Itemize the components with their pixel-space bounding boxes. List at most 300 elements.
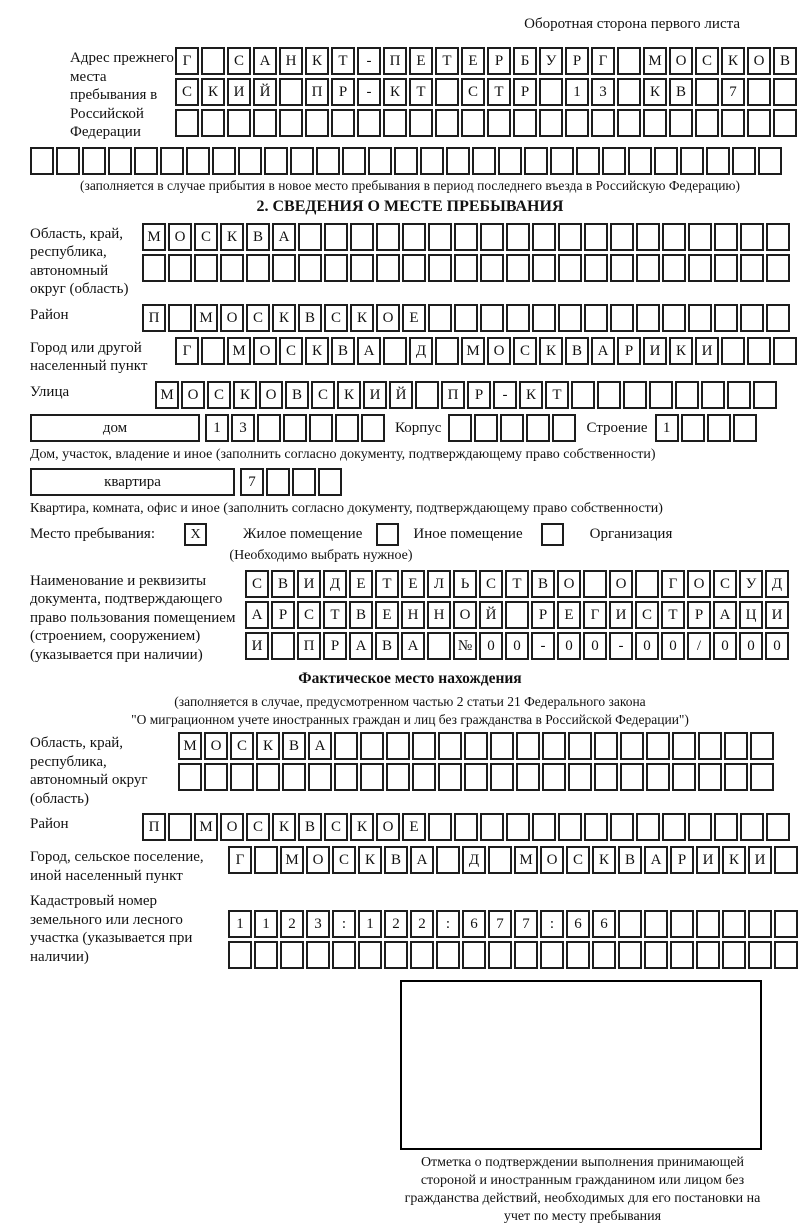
char-cell[interactable] [568,763,592,791]
char-cell[interactable] [56,147,80,175]
char-cell[interactable] [714,223,738,251]
char-cell[interactable]: С [194,223,218,251]
char-cell[interactable] [428,813,452,841]
char-cell[interactable] [324,254,348,282]
char-cell[interactable]: Р [513,78,537,106]
char-cell[interactable]: О [306,846,330,874]
char-cell[interactable] [766,254,790,282]
char-cell[interactable]: Р [487,47,511,75]
char-cell[interactable] [740,304,764,332]
char-cell[interactable] [506,223,530,251]
char-cell[interactable]: 3 [306,910,330,938]
char-cell[interactable]: О [253,337,277,365]
char-cell[interactable]: М [155,381,179,409]
char-cell[interactable]: А [644,846,668,874]
char-cell[interactable] [201,337,225,365]
char-cell[interactable] [410,941,434,969]
char-cell[interactable]: Г [228,846,252,874]
char-cell[interactable] [617,78,641,106]
char-cell[interactable]: С [635,601,659,629]
char-cell[interactable] [271,632,295,660]
char-cell[interactable]: Е [401,570,425,598]
char-cell[interactable] [438,763,462,791]
char-cell[interactable] [662,813,686,841]
char-cell[interactable]: У [539,47,563,75]
char-cell[interactable]: Е [402,304,426,332]
char-cell[interactable] [675,381,699,409]
char-cell[interactable]: К [721,47,745,75]
char-cell[interactable]: 6 [592,910,616,938]
char-cell[interactable] [750,732,774,760]
char-cell[interactable] [254,846,278,874]
char-cell[interactable] [636,304,660,332]
char-cell[interactable]: 1 [254,910,278,938]
char-cell[interactable] [480,254,504,282]
char-cell[interactable]: И [696,846,720,874]
char-cell[interactable] [168,254,192,282]
char-cell[interactable]: С [245,570,269,598]
char-cell[interactable] [168,813,192,841]
char-cell[interactable]: Г [583,601,607,629]
char-cell[interactable]: И [765,601,789,629]
char-cell[interactable] [227,109,251,137]
char-cell[interactable]: К [669,337,693,365]
char-cell[interactable]: 3 [591,78,615,106]
char-cell[interactable] [688,813,712,841]
char-cell[interactable]: 1 [358,910,382,938]
char-cell[interactable] [30,147,54,175]
char-cell[interactable] [635,570,659,598]
char-cell[interactable] [696,910,720,938]
char-cell[interactable] [438,732,462,760]
char-cell[interactable] [576,147,600,175]
char-cell[interactable]: П [142,813,166,841]
char-cell[interactable] [383,337,407,365]
char-cell[interactable] [670,910,694,938]
char-cell[interactable] [696,941,720,969]
char-cell[interactable]: Д [462,846,486,874]
char-cell[interactable]: Е [409,47,433,75]
char-cell[interactable]: И [695,337,719,365]
char-cell[interactable]: А [410,846,434,874]
char-cell[interactable] [774,910,798,938]
char-cell[interactable]: В [773,47,797,75]
char-cell[interactable] [646,732,670,760]
char-cell[interactable] [454,813,478,841]
char-cell[interactable]: 0 [505,632,529,660]
char-cell[interactable]: А [253,47,277,75]
char-cell[interactable] [230,763,254,791]
char-cell[interactable]: Л [427,570,451,598]
char-cell[interactable]: В [246,223,270,251]
char-cell[interactable]: Г [591,47,615,75]
char-cell[interactable]: С [479,570,503,598]
char-cell[interactable] [766,813,790,841]
char-cell[interactable] [766,304,790,332]
char-cell[interactable] [701,381,725,409]
char-cell[interactable]: В [565,337,589,365]
char-cell[interactable] [428,304,452,332]
char-cell[interactable]: Р [271,601,295,629]
char-cell[interactable]: К [592,846,616,874]
char-cell[interactable] [688,223,712,251]
char-cell[interactable] [488,846,512,874]
char-cell[interactable] [238,147,262,175]
char-cell[interactable]: Р [331,78,355,106]
char-cell[interactable]: Е [349,570,373,598]
char-cell[interactable]: : [540,910,564,938]
char-cell[interactable] [506,813,530,841]
char-cell[interactable]: / [687,632,711,660]
char-cell[interactable] [524,147,548,175]
char-cell[interactable]: Д [323,570,347,598]
char-cell[interactable]: С [279,337,303,365]
char-cell[interactable]: - [531,632,555,660]
char-cell[interactable] [773,78,797,106]
char-cell[interactable] [350,223,374,251]
char-cell[interactable] [415,381,439,409]
char-cell[interactable] [747,337,771,365]
char-cell[interactable]: К [350,813,374,841]
char-cell[interactable] [279,78,303,106]
char-cell[interactable] [308,763,332,791]
char-cell[interactable] [758,147,782,175]
char-cell[interactable] [376,223,400,251]
char-cell[interactable] [331,109,355,137]
char-cell[interactable] [435,109,459,137]
char-cell[interactable] [623,381,647,409]
char-cell[interactable]: С [230,732,254,760]
char-cell[interactable] [246,254,270,282]
char-cell[interactable] [774,941,798,969]
char-cell[interactable] [428,254,452,282]
char-cell[interactable]: Т [661,601,685,629]
char-cell[interactable]: Т [409,78,433,106]
char-cell[interactable] [539,78,563,106]
char-cell[interactable]: 2 [280,910,304,938]
char-cell[interactable]: М [142,223,166,251]
char-cell[interactable] [542,763,566,791]
char-cell[interactable]: Т [505,570,529,598]
char-cell[interactable] [620,732,644,760]
char-cell[interactable] [610,813,634,841]
char-cell[interactable]: Г [175,47,199,75]
char-cell[interactable] [571,381,595,409]
char-cell[interactable]: 0 [583,632,607,660]
char-cell[interactable] [472,147,496,175]
char-cell[interactable]: 7 [721,78,745,106]
char-cell[interactable]: О [168,223,192,251]
char-cell[interactable]: Й [389,381,413,409]
char-cell[interactable] [722,941,746,969]
char-cell[interactable] [747,109,771,137]
char-cell[interactable]: И [297,570,321,598]
char-cell[interactable] [654,147,678,175]
char-cell[interactable]: С [207,381,231,409]
char-cell[interactable]: К [272,813,296,841]
char-cell[interactable]: Н [401,601,425,629]
char-cell[interactable] [617,109,641,137]
char-cell[interactable] [714,254,738,282]
char-cell[interactable] [516,732,540,760]
char-cell[interactable]: Р [617,337,641,365]
char-cell[interactable]: С [324,813,348,841]
char-cell[interactable] [558,223,582,251]
char-cell[interactable] [526,414,550,442]
house-box[interactable]: дом [30,414,200,442]
char-cell[interactable] [591,109,615,137]
char-cell[interactable]: Р [531,601,555,629]
char-cell[interactable]: А [272,223,296,251]
char-cell[interactable] [532,254,556,282]
char-cell[interactable]: О [687,570,711,598]
char-cell[interactable] [368,147,392,175]
char-cell[interactable]: : [332,910,356,938]
char-cell[interactable] [358,941,382,969]
char-cell[interactable] [290,147,314,175]
char-cell[interactable] [617,47,641,75]
char-cell[interactable] [266,468,290,496]
char-cell[interactable]: О [453,601,477,629]
char-cell[interactable]: О [204,732,228,760]
char-cell[interactable] [706,147,730,175]
char-cell[interactable]: Н [427,601,451,629]
char-cell[interactable]: Т [545,381,569,409]
char-cell[interactable]: О [540,846,564,874]
char-cell[interactable]: С [461,78,485,106]
char-cell[interactable] [688,304,712,332]
char-cell[interactable] [474,414,498,442]
char-cell[interactable] [435,337,459,365]
char-cell[interactable]: С [513,337,537,365]
char-cell[interactable]: А [401,632,425,660]
char-cell[interactable] [610,254,634,282]
char-cell[interactable] [402,254,426,282]
char-cell[interactable] [670,941,694,969]
char-cell[interactable] [680,147,704,175]
char-cell[interactable] [409,109,433,137]
char-cell[interactable] [383,109,407,137]
char-cell[interactable]: 0 [661,632,685,660]
char-cell[interactable]: М [643,47,667,75]
char-cell[interactable]: В [669,78,693,106]
char-cell[interactable] [428,223,452,251]
char-cell[interactable]: П [305,78,329,106]
char-cell[interactable] [480,813,504,841]
char-cell[interactable] [539,109,563,137]
char-cell[interactable] [727,381,751,409]
char-cell[interactable] [747,78,771,106]
char-cell[interactable] [283,414,307,442]
char-cell[interactable] [360,732,384,760]
char-cell[interactable]: Е [402,813,426,841]
char-cell[interactable] [618,941,642,969]
char-cell[interactable] [721,337,745,365]
char-cell[interactable]: К [722,846,746,874]
char-cell[interactable]: О [557,570,581,598]
char-cell[interactable] [516,763,540,791]
char-cell[interactable] [672,763,696,791]
char-cell[interactable] [636,813,660,841]
char-cell[interactable] [461,109,485,137]
char-cell[interactable] [773,337,797,365]
char-cell[interactable] [420,147,444,175]
char-cell[interactable]: С [713,570,737,598]
char-cell[interactable]: М [194,813,218,841]
char-cell[interactable] [753,381,777,409]
char-cell[interactable] [253,109,277,137]
char-cell[interactable]: Н [279,47,303,75]
char-cell[interactable]: И [363,381,387,409]
char-cell[interactable] [334,763,358,791]
char-cell[interactable]: М [194,304,218,332]
char-cell[interactable] [505,601,529,629]
char-cell[interactable] [318,468,342,496]
char-cell[interactable]: В [298,813,322,841]
char-cell[interactable]: Д [409,337,433,365]
char-cell[interactable] [594,732,618,760]
char-cell[interactable]: К [539,337,563,365]
char-cell[interactable] [707,414,731,442]
char-cell[interactable] [292,468,316,496]
char-cell[interactable] [558,813,582,841]
char-cell[interactable] [279,109,303,137]
char-cell[interactable]: М [227,337,251,365]
char-cell[interactable] [688,254,712,282]
char-cell[interactable] [446,147,470,175]
char-cell[interactable]: И [748,846,772,874]
char-cell[interactable] [186,147,210,175]
char-cell[interactable] [669,109,693,137]
char-cell[interactable] [566,941,590,969]
char-cell[interactable]: А [245,601,269,629]
char-cell[interactable] [272,254,296,282]
char-cell[interactable] [594,763,618,791]
char-cell[interactable] [254,941,278,969]
char-cell[interactable] [220,254,244,282]
char-cell[interactable] [513,109,537,137]
char-cell[interactable]: С [332,846,356,874]
char-cell[interactable] [592,941,616,969]
char-cell[interactable] [305,109,329,137]
char-cell[interactable]: Р [467,381,491,409]
char-cell[interactable] [412,732,436,760]
char-cell[interactable]: Т [435,47,459,75]
char-cell[interactable]: 6 [566,910,590,938]
char-cell[interactable] [298,254,322,282]
char-cell[interactable] [435,78,459,106]
char-cell[interactable] [514,941,538,969]
char-cell[interactable]: Р [687,601,711,629]
char-cell[interactable]: 0 [739,632,763,660]
char-cell[interactable] [228,941,252,969]
char-cell[interactable]: Г [175,337,199,365]
char-cell[interactable]: П [441,381,465,409]
char-cell[interactable]: О [376,304,400,332]
char-cell[interactable] [724,763,748,791]
char-cell[interactable] [583,570,607,598]
char-cell[interactable] [721,109,745,137]
char-cell[interactable]: - [609,632,633,660]
char-cell[interactable]: И [227,78,251,106]
char-cell[interactable] [168,304,192,332]
char-cell[interactable]: А [713,601,737,629]
char-cell[interactable]: О [220,813,244,841]
char-cell[interactable]: И [245,632,269,660]
char-cell[interactable] [672,732,696,760]
char-cell[interactable] [335,414,359,442]
char-cell[interactable]: О [747,47,771,75]
char-cell[interactable] [500,414,524,442]
char-cell[interactable]: Т [331,47,355,75]
char-cell[interactable]: К [220,223,244,251]
char-cell[interactable] [662,223,686,251]
char-cell[interactable]: К [272,304,296,332]
char-cell[interactable] [649,381,673,409]
char-cell[interactable]: Т [375,570,399,598]
char-cell[interactable]: К [201,78,225,106]
char-cell[interactable] [506,254,530,282]
char-cell[interactable] [584,254,608,282]
char-cell[interactable] [264,147,288,175]
char-cell[interactable]: - [357,47,381,75]
char-cell[interactable] [620,763,644,791]
char-cell[interactable] [316,147,340,175]
char-cell[interactable] [644,941,668,969]
char-cell[interactable]: К [305,47,329,75]
char-cell[interactable] [298,223,322,251]
checkbox-residential-premises[interactable]: X [184,523,207,546]
char-cell[interactable]: 1 [565,78,589,106]
char-cell[interactable] [532,223,556,251]
char-cell[interactable] [480,304,504,332]
char-cell[interactable] [584,304,608,332]
char-cell[interactable]: 3 [231,414,255,442]
char-cell[interactable] [643,109,667,137]
char-cell[interactable] [454,304,478,332]
char-cell[interactable]: В [285,381,309,409]
char-cell[interactable]: Й [479,601,503,629]
char-cell[interactable] [142,254,166,282]
char-cell[interactable]: К [233,381,257,409]
char-cell[interactable] [306,941,330,969]
char-cell[interactable] [506,304,530,332]
char-cell[interactable]: Г [661,570,685,598]
char-cell[interactable] [628,147,652,175]
char-cell[interactable]: У [739,570,763,598]
char-cell[interactable]: М [514,846,538,874]
char-cell[interactable] [342,147,366,175]
char-cell[interactable] [357,109,381,137]
char-cell[interactable]: С [566,846,590,874]
char-cell[interactable]: В [531,570,555,598]
char-cell[interactable]: № [453,632,477,660]
char-cell[interactable] [748,941,772,969]
char-cell[interactable] [540,941,564,969]
char-cell[interactable] [750,763,774,791]
char-cell[interactable] [490,732,514,760]
char-cell[interactable] [740,254,764,282]
char-cell[interactable]: В [384,846,408,874]
char-cell[interactable]: В [375,632,399,660]
char-cell[interactable]: 1 [205,414,229,442]
char-cell[interactable]: К [350,304,374,332]
char-cell[interactable] [201,109,225,137]
char-cell[interactable]: Р [670,846,694,874]
char-cell[interactable] [386,763,410,791]
char-cell[interactable]: М [461,337,485,365]
char-cell[interactable]: К [519,381,543,409]
